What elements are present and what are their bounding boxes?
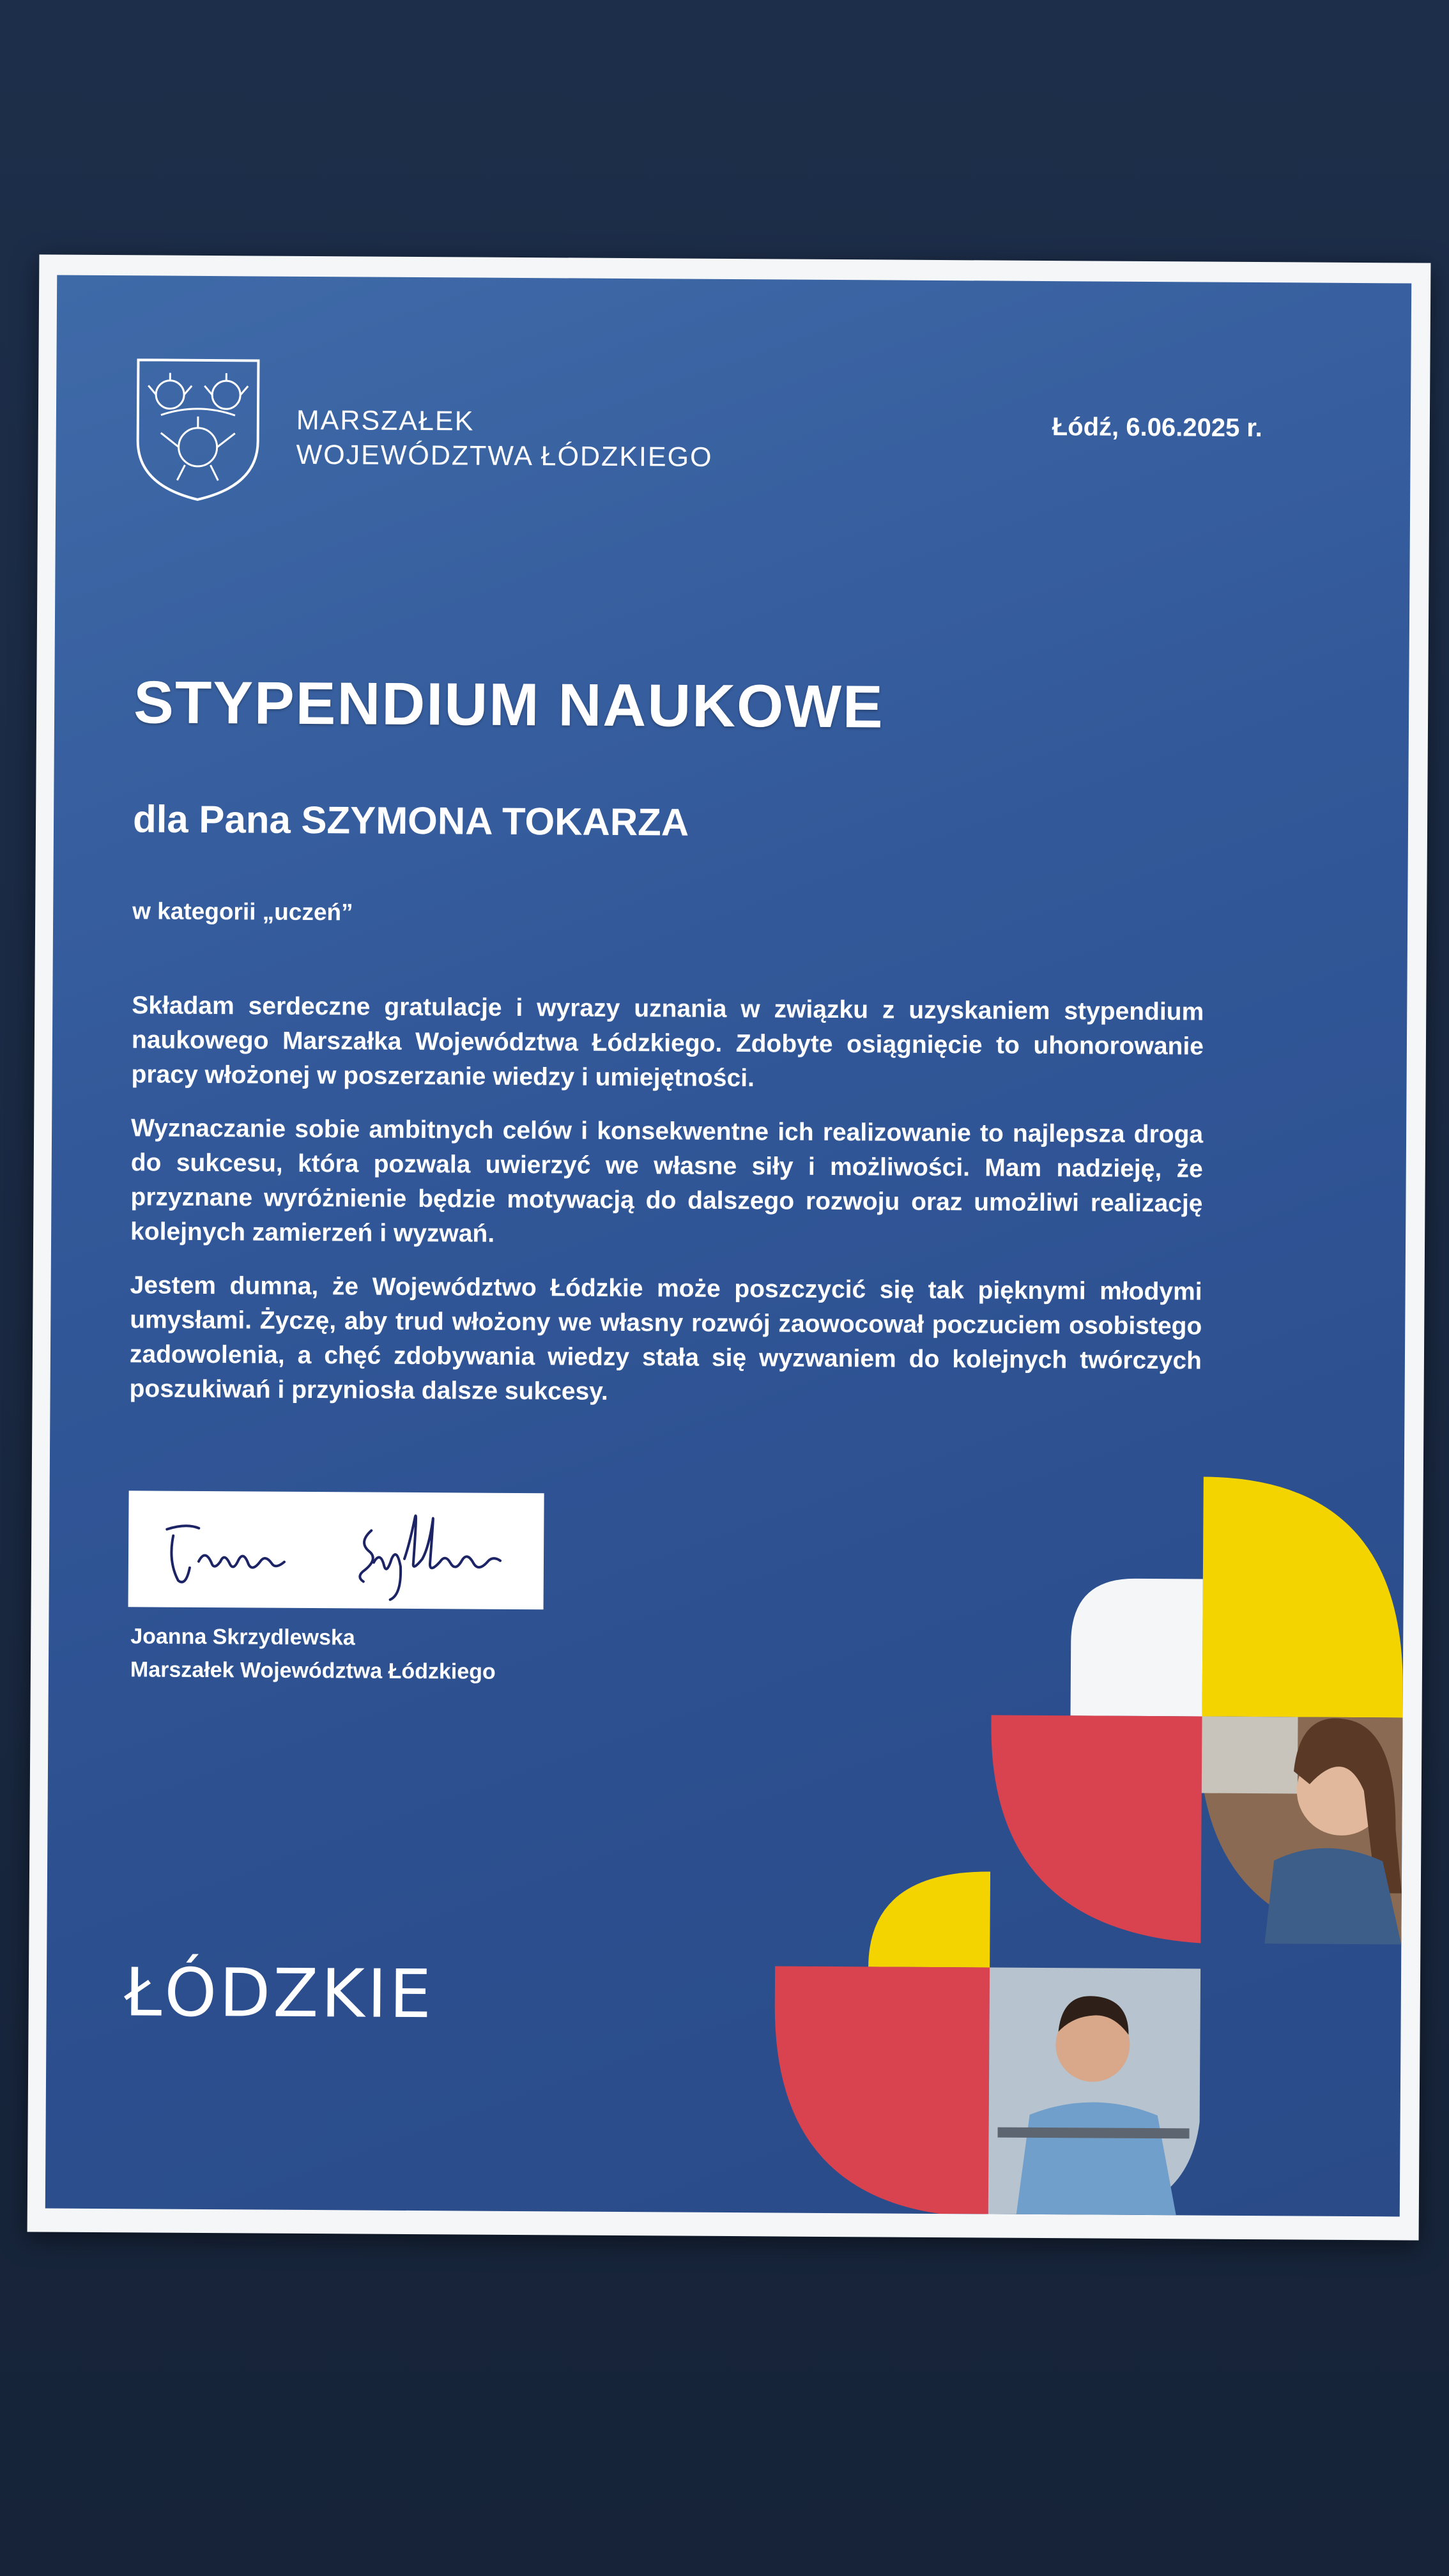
red-shape-middle — [990, 1715, 1202, 1943]
handwritten-signature — [128, 1491, 544, 1609]
red-shape-bottom — [774, 1966, 990, 2214]
paragraph: Wyznaczanie sobie ambitnych celów i konsekwentne ich realizowanie to najlepsza droga do sukcesu, która pozwala uwierzyć we własne siły i możliwości. Mam nadzieję, że przyznane wyróżnienie będzie motywacją do dalszego rozwoju oraz umożliwi realizację kolejnych zamierzeń i wyzwań. — [130, 1114, 1204, 1248]
certificate-panel — [45, 275, 1411, 2217]
issuer-name — [296, 403, 713, 475]
yellow-shape-lower — [868, 1871, 990, 1967]
paragraph: Jestem dumna, że Województwo Łódzkie może poszczycić się tak pięknymi młodymi umysłami. Życzę, aby trud włożony we własny rozwój zaowocował poczuciem osobistego zadowolenia, a chęć zdobywania wiedzy stała się wyzwaniem do kolejnych twórczych poszukiwań i przyniosła dalsze sukcesy. — [129, 1271, 1202, 1406]
recipient-name: dla Pana SZYMONA TOKARZA — [132, 797, 689, 844]
lodzkie-logo-text: ŁÓDZKIE — [124, 1953, 434, 2034]
signatory-role: Marszałek Województwa Łódzkiego — [130, 1657, 496, 1684]
white-shape — [1071, 1578, 1203, 1716]
signatory — [130, 1620, 496, 1688]
document-title: STYPENDIUM NAUKOWE — [133, 668, 884, 740]
issue-date: Łódź, 6.06.2025 r. — [1052, 413, 1262, 443]
coat-of-arms-icon — [135, 357, 261, 502]
award-category: w kategorii „uczeń” — [132, 898, 353, 926]
issuer-line-2: WOJEWÓDZTWA ŁÓDZKIEGO — [296, 439, 713, 473]
issuer-line-1: MARSZAŁEK — [296, 404, 475, 437]
certificate-sheet — [27, 254, 1431, 2240]
signature-icon — [128, 1491, 544, 1609]
yellow-shape-top — [1202, 1477, 1404, 1718]
paragraph: Składam serdeczne gratulacje i wyrazy uznania w związku z uzyskaniem stypendium naukowego Marszałka Województwa Łódzkiego. Zdobyte osiągnięcie to uhonorowanie pracy włożonej w poszerzanie wiedzy i umiejętności. — [131, 992, 1204, 1092]
lodzkie-logo — [124, 1949, 434, 2041]
photo-student-boy — [988, 1968, 1200, 2216]
letter-body — [129, 988, 1204, 1432]
signatory-name: Joanna Skrzydlewska — [130, 1624, 355, 1650]
photo-student-girl — [1200, 1717, 1402, 1945]
